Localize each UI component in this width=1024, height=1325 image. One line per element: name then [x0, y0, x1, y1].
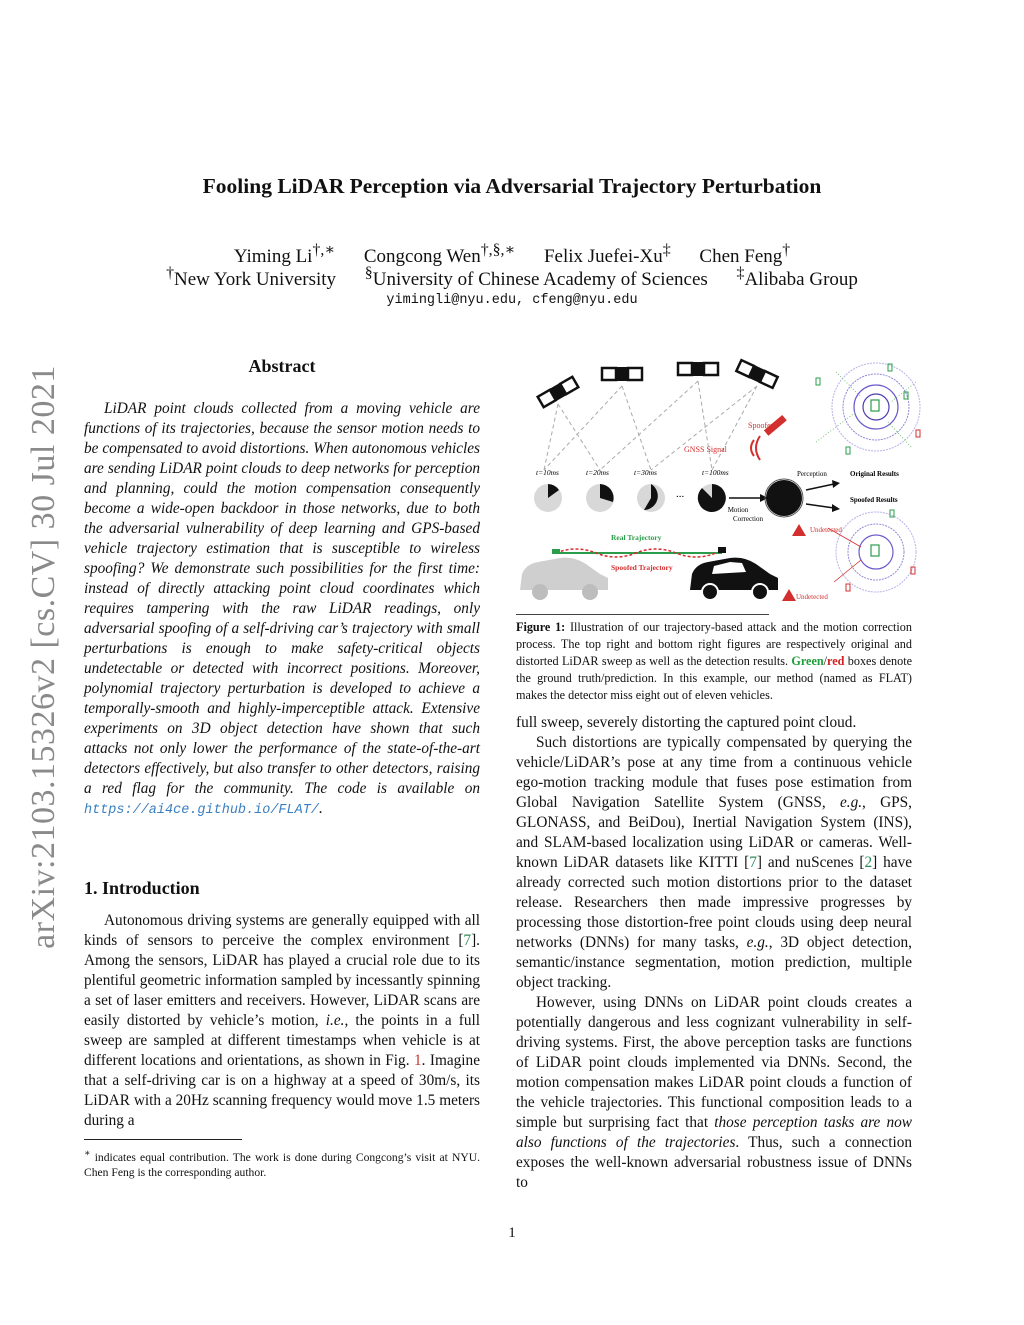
- label-spoofed-results: Spoofed Results: [850, 496, 898, 504]
- gnss-signal-lines: [544, 381, 757, 470]
- code-link[interactable]: https://ai4ce.github.io/FLAT/: [84, 803, 319, 818]
- label-t2: t=20ms: [586, 468, 609, 477]
- introduction-body: Autonomous driving systems are generally equipped with all kinds of sensors to perceive the complex environment [7]. Among the sensors, LiDAR has played a crucial role due to its plentiful geometric information sampled by incessantly spinning a set of laser emitters and receivers. However, LiDAR scans are easily distorted by vehicle’s motion, i.e., the points in a full sweep are sampled at different timestamps when vehicle is at different locations and orientations, as shown in Fig. 1. Imagine that a self-driving car is on a highway at a speed of 30m/s, its LiDAR with a 20Hz scanning frequency would move 1.5 meters during a: [84, 912, 480, 1129]
- warning-icon: [792, 524, 806, 536]
- label-motion: Motion: [727, 506, 749, 514]
- section-heading-introduction: 1. Introduction: [84, 878, 200, 898]
- paper-title: Fooling LiDAR Perception via Adversarial Trajectory Perturbation: [202, 174, 822, 198]
- author: Yiming Li†,∗: [233, 242, 336, 268]
- citation-link[interactable]: 7: [749, 854, 757, 871]
- abstract-body: LiDAR point clouds collected from a moving vehicle are functions of its trajectories, because the sensor motion needs to be compensated to avoid distortions. When autonomous vehicles are sending LiDAR point clouds to deep networks for perception and planning, could the motion compensation consequently become a wide-open backdoor in those networks, due to both the adversarial vulnerability of deep learning and GPS-based vehicle trajectory estimation that is susceptible to wireless spoofing? We demonstrate such possibilities for the first time: instead of directly attacking point cloud coordinates which requires tampering with the raw LiDAR readings, only adversarial spoofing of a self-driving car’s trajectory with small perturbations is enough to make safety-critical objects undetectable or detected with incorrect positions. Moreover, polynomial trajectory perturbation is developed to achieve a temporally-smooth and highly-imperceptible attack. Extensive experiments on 3D object detection have shown that such attacks not only lower the performance of the state-of-the-art detectors effectively, but also transfer to other detectors, raising a red flag for the community. The code is available on https://ai4ce.github.io/FLAT/.: [84, 400, 480, 818]
- author: Chen Feng†: [699, 242, 791, 268]
- car-icon-past: [520, 558, 608, 600]
- label-spoofer: Spoofer: [748, 421, 774, 430]
- label-undetected: Undetected: [810, 526, 842, 534]
- satellite-icon: [537, 376, 579, 408]
- label-original-results: Original Results: [850, 470, 899, 478]
- abstract-heading: Abstract: [248, 356, 316, 376]
- full-sweep-circle: [767, 481, 801, 515]
- author: Congcong Wen†,§,∗: [363, 242, 516, 268]
- spoofed-lidar-sweep: [828, 510, 916, 592]
- label-correction: Correction: [733, 515, 763, 523]
- label-t1: t=10ms: [536, 468, 559, 477]
- original-lidar-sweep: [816, 363, 920, 454]
- figure-1-caption: Figure 1: Illustration of our trajectory-based attack and the motion correction process. The top right and bottom right figures are respectively original and distorted LiDAR sweep as well as the detection results. Green/red boxes denote the ground truth/prediction. In this example, our method (named as FLAT) makes the detector miss eight out of eleven vehicles.: [516, 620, 913, 702]
- warning-icon: [782, 589, 796, 601]
- figure-1-illustration: [516, 352, 926, 614]
- citation-link[interactable]: 7: [463, 932, 472, 949]
- citation-link[interactable]: 2: [864, 854, 873, 871]
- satellite-icon: [678, 362, 718, 376]
- page-number: 1: [508, 1225, 516, 1241]
- sweep-partial-circles: [534, 484, 726, 512]
- lidar-sensor-past: [552, 549, 560, 554]
- affiliation: §University of Chinese Academy of Sciences: [364, 265, 708, 291]
- footnote: ∗ indicates equal contribution. The work is done during Congcong’s visit at NYU. Chen Feng is the corresponding author.: [84, 1148, 480, 1180]
- satellite-icon: [602, 367, 642, 381]
- lidar-sensor-present: [718, 547, 726, 553]
- figure-link[interactable]: 1: [413, 1052, 422, 1069]
- satellite-icon: [736, 359, 778, 389]
- label-t3: t=30ms: [634, 468, 657, 477]
- affiliation: ‡Alibaba Group: [736, 265, 858, 291]
- label-real-trajectory: Real Trajectory: [611, 533, 662, 542]
- figure-caption-divider: [516, 614, 769, 615]
- label-gnss-signal: GNSS Signal: [684, 445, 727, 454]
- label-dots: ...: [676, 488, 685, 500]
- arxiv-id: arXiv:2103.15326v2 [cs.CV] 30 Jul 2021: [25, 365, 62, 949]
- label-undetected: Undetected: [796, 593, 828, 601]
- author: Felix Juefei-Xu‡: [543, 242, 671, 268]
- right-column-body: full sweep, severely distorting the captured point cloud. Such distortions are typically compensated by querying the vehicle/LiDAR’s pose at any time from a continuous vehicle ego-motion tracking module that fuses pose estimation from Global Navigation Satellite System (GNSS, e.g., GPS, GLONASS, and BeiDou), Inertial Navigation System (INS), and SLAM-based localization using LiDAR or cameras. Well-known LiDAR datasets like KITTI [7] and nuScenes [2] have already corrected such motion distortions prior to the dataset release. Researchers then made impressive progresses by processing those distortion-free point clouds using deep neural networks (DNNs) for many tasks, e.g., 3D object detection, semantic/instance segmentation, motion prediction, multiple object tracking. However, using DNNs on LiDAR point clouds creates a potentially dangerous and less cognizant vulnerability in self-driving systems. First, the above perception tasks are functions of LiDAR point clouds implemented via DNNs. Second, the motion compensation makes LiDAR point clouds a function of the vehicle trajectories. This functional composition leads to a simple but surprising fact that those perception tasks are now also functions of the trajectories. Thus, such a connection exposes the well-known adversarial robustness issue of DNNs to: [516, 714, 913, 1191]
- label-spoofed-trajectory: Spoofed Trajectory: [611, 563, 673, 572]
- footnote-divider: [84, 1139, 242, 1140]
- author-emails: yimingli@nyu.edu, cfeng@nyu.edu: [386, 293, 638, 308]
- label-perception: Perception: [797, 470, 827, 478]
- label-t4: t=100ms: [702, 468, 729, 477]
- affiliation-list: [0, 265, 1024, 291]
- affiliation: †New York University: [166, 265, 337, 291]
- arxiv-watermark: [20, 367, 68, 947]
- car-icon-present: [690, 558, 778, 600]
